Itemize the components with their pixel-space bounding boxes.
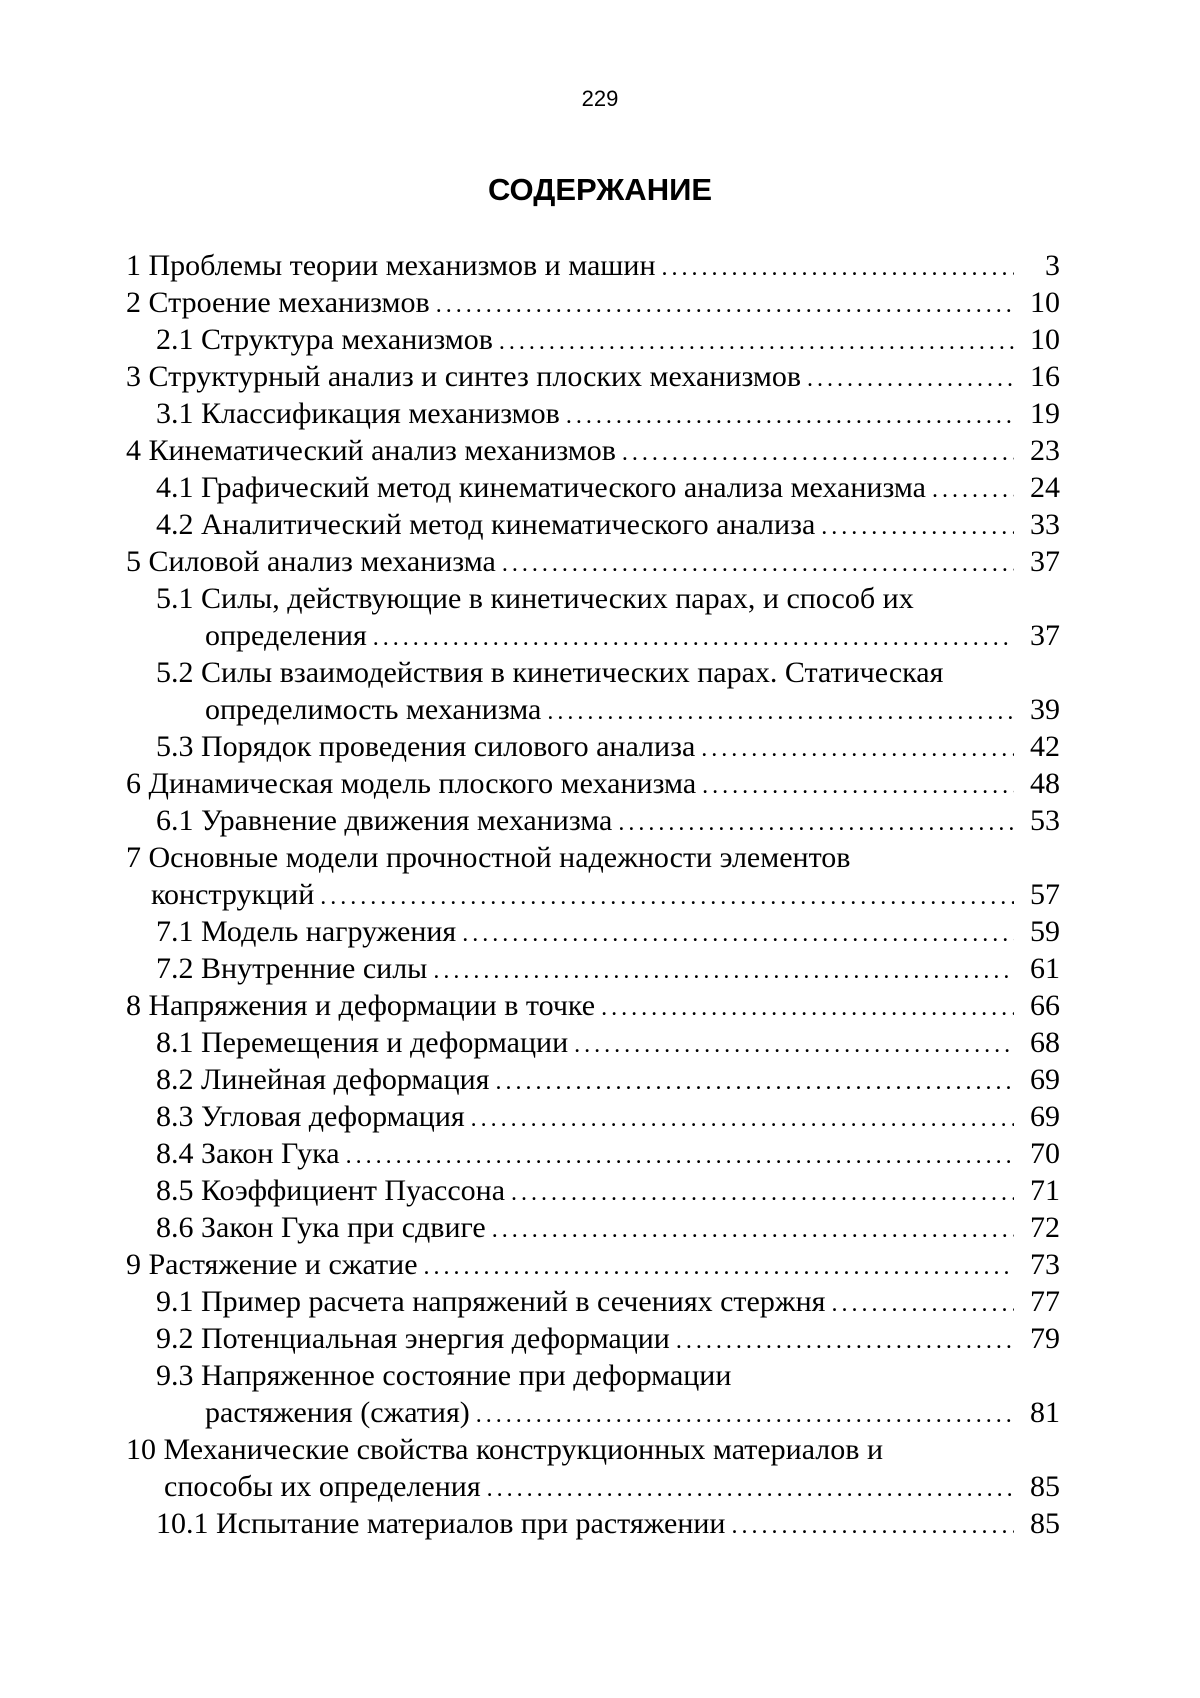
toc-entry-title: 7 Основные модели прочностной надежности элементов [126,841,851,874]
toc-entry [126,395,1060,432]
toc-entry [126,1431,1060,1468]
dot-leader [499,324,1014,361]
dot-leader [676,1323,1014,1360]
toc-entry-title: 5.3 Порядок проведения силового анализа [156,730,696,763]
toc-entry-title: растяжения (сжатия) [205,1396,470,1429]
toc-entry-title: определения [205,619,367,652]
toc-entry-page: 37 [1030,545,1060,578]
toc-entry [126,1283,1060,1320]
table-of-contents [126,247,1060,1542]
toc-entry [126,617,1060,654]
toc-entry [126,580,1060,617]
toc-entry [126,469,1060,506]
dot-leader [433,953,1014,990]
toc-entry [126,913,1060,950]
toc-entry-title: 3 Структурный анализ и синтез плоских механизмов [126,360,802,393]
toc-entry-title: 9.1 Пример расчета напряжений в сечениях стержня [156,1285,826,1318]
toc-entry-page: 57 [1030,878,1060,911]
toc-entry [126,1209,1060,1246]
toc-entry [126,765,1060,802]
page-title: СОДЕРЖАНИЕ [487,172,713,207]
dot-leader [807,361,1014,398]
toc-entry [126,876,1060,913]
toc-entry-page: 39 [1030,693,1060,726]
dot-leader [702,768,1014,805]
toc-entry-page: 81 [1030,1396,1060,1429]
toc-entry [126,1394,1060,1431]
toc-entry-title: 3.1 Классификация механизмов [156,397,560,430]
dot-leader [373,620,1014,657]
toc-entry [126,284,1060,321]
toc-entry [126,1172,1060,1209]
dot-leader [492,1212,1014,1249]
toc-entry [126,1061,1060,1098]
toc-entry-title: 6.1 Уравнение движения механизма [156,804,613,837]
toc-entry-page: 53 [1030,804,1060,837]
toc-entry-page: 85 [1030,1470,1060,1503]
toc-entry-page: 71 [1030,1174,1060,1207]
toc-entry [126,506,1060,543]
toc-entry-title: 8.4 Закон Гука [156,1137,340,1170]
toc-entry [126,1246,1060,1283]
toc-entry-page: 70 [1030,1137,1060,1170]
dot-leader [601,990,1014,1027]
dot-leader [511,1175,1014,1212]
toc-entry-title: 1 Проблемы теории механизмов и машин [126,249,656,282]
toc-entry [126,839,1060,876]
toc-entry-title: способы их определения [164,1470,481,1503]
dot-leader [932,472,1014,509]
toc-entry [126,1135,1060,1172]
toc-entry-title: 9.2 Потенциальная энергия деформации [156,1322,670,1355]
dot-leader [436,287,1014,324]
toc-entry-page: 69 [1030,1100,1060,1133]
toc-entry [126,1024,1060,1061]
toc-entry [126,654,1060,691]
dot-leader [495,1064,1014,1101]
toc-entry [126,987,1060,1024]
dot-leader [424,1249,1014,1286]
dot-leader [502,546,1014,583]
toc-entry-title: 2.1 Структура механизмов [156,323,493,356]
toc-entry-page: 23 [1030,434,1060,467]
toc-entry-title: 4 Кинематический анализ механизмов [126,434,616,467]
toc-entry-title: конструкций [151,878,315,911]
toc-entry-title: 9.3 Напряженное состояние при деформации [156,1359,732,1392]
toc-entry-page: 10 [1030,286,1060,319]
toc-entry [126,1468,1060,1505]
toc-entry-page: 48 [1030,767,1060,800]
toc-entry-page: 72 [1030,1211,1060,1244]
dot-leader [547,694,1014,731]
toc-entry-title: 5.2 Силы взаимодействия в кинетических парах. Статическая [156,656,944,689]
dot-leader [346,1138,1014,1175]
toc-entry-title: 8.2 Линейная деформация [156,1063,490,1096]
toc-entry-page: 77 [1030,1285,1060,1318]
dot-leader [821,509,1014,546]
toc-entry-page: 66 [1030,989,1060,1022]
toc-entry-title: 7.2 Внутренние силы [156,952,428,985]
toc-entry-page: 69 [1030,1063,1060,1096]
toc-entry-page: 61 [1030,952,1060,985]
toc-entry-page: 73 [1030,1248,1060,1281]
toc-entry [126,1320,1060,1357]
toc-entry-title: 10.1 Испытание материалов при растяжении [156,1507,726,1540]
toc-entry-title: 8.6 Закон Гука при сдвиге [156,1211,486,1244]
toc-entry-page: 10 [1030,323,1060,356]
dot-leader [462,916,1014,953]
toc-entry-title: 10 Механические свойства конструкционных материалов и [126,1433,884,1466]
dot-leader [471,1101,1014,1138]
dot-leader [831,1286,1014,1323]
dot-leader [662,250,1014,287]
toc-entry-title: 5 Силовой анализ механизма [126,545,496,578]
toc-entry [126,247,1060,284]
toc-entry-title: определимость механизма [205,693,542,726]
toc-entry [126,691,1060,728]
toc-entry-page: 19 [1030,397,1060,430]
toc-entry-title: 2 Строение механизмов [126,286,430,319]
toc-entry [126,543,1060,580]
toc-entry-title: 8.5 Коэффициент Пуассона [156,1174,506,1207]
toc-entry-title: 5.1 Силы, действующие в кинетических парах, и способ их [156,582,914,615]
toc-entry-title: 4.1 Графический метод кинематического анализа механизма [156,471,926,504]
toc-entry-page: 24 [1030,471,1060,504]
toc-entry-title: 4.2 Аналитический метод кинематического анализа [156,508,816,541]
toc-entry-page: 3 [1045,249,1060,282]
toc-entry-page: 37 [1030,619,1060,652]
dot-leader [618,805,1014,842]
toc-entry-page: 33 [1030,508,1060,541]
toc-entry-title: 8.1 Перемещения и деформации [156,1026,569,1059]
dot-leader [622,435,1014,472]
dot-leader [487,1471,1014,1508]
toc-entry-title: 8 Напряжения и деформации в точке [126,989,596,1022]
toc-entry [126,802,1060,839]
toc-entry [126,321,1060,358]
dot-leader [574,1027,1014,1064]
toc-entry-title: 8.3 Угловая деформация [156,1100,465,1133]
toc-entry [126,1505,1060,1542]
toc-entry [126,358,1060,395]
dot-leader [566,398,1014,435]
toc-entry-page: 59 [1030,915,1060,948]
toc-entry-title: 7.1 Модель нагружения [156,915,457,948]
toc-entry-title: 6 Динамическая модель плоского механизма [126,767,697,800]
toc-entry [126,950,1060,987]
toc-entry-page: 79 [1030,1322,1060,1355]
toc-entry-page: 68 [1030,1026,1060,1059]
dot-leader [320,879,1014,916]
toc-entry [126,1357,1060,1394]
toc-entry-page: 85 [1030,1507,1060,1540]
toc-entry [126,1098,1060,1135]
toc-entry [126,728,1060,765]
toc-entry-page: 16 [1030,360,1060,393]
dot-leader [701,731,1014,768]
toc-entry [126,432,1060,469]
dot-leader [732,1508,1015,1545]
page-number: 229 [581,86,619,111]
toc-entry-page: 42 [1030,730,1060,763]
dot-leader [476,1397,1014,1434]
toc-entry-title: 9 Растяжение и сжатие [126,1248,418,1281]
